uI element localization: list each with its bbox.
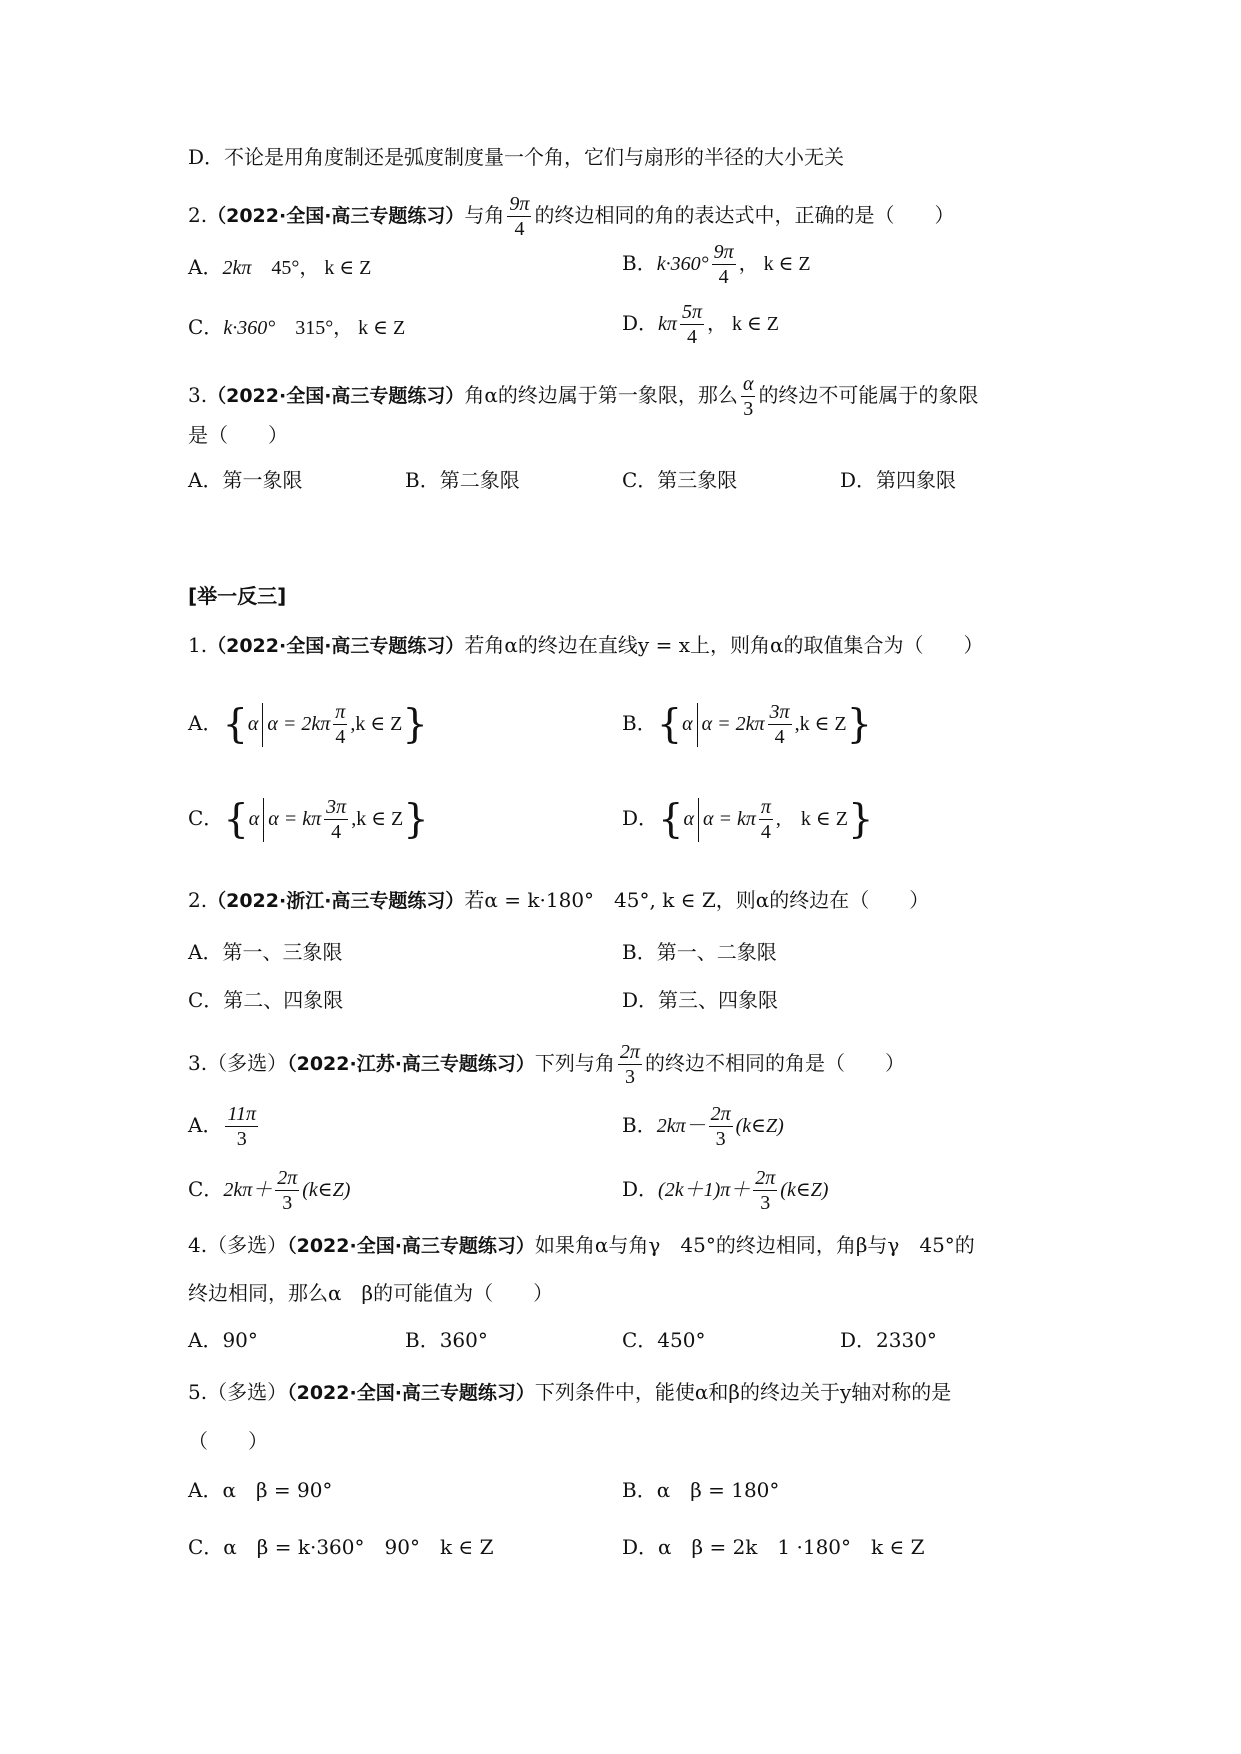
practice-4: 4.（多选）（2022·全国·高三专题练习）如果角α与角γ 45°的终边相同，角β与γ 45°的 (188, 1233, 975, 1257)
question-3: 3.（2022·全国·高三专题练习）角α的终边属于第一象限，那么 $\frac{\alpha}{3}$ 的终边不可能属于的象限 (188, 373, 979, 420)
question-number: 2. (188, 203, 208, 227)
q2-option-b: B．k·360° $\frac{9\pi}{4}$ ， k ∈ Z (622, 241, 811, 288)
p5-option-b: B．α β = 180° (622, 1478, 780, 1502)
p1-option-a: A．{α α = 2kπ $\frac{\pi}{4}$ ,k ∈ Z} (188, 701, 428, 748)
fraction: $\frac{9\pi}{4}$ (509, 193, 530, 240)
p4-option-d: D．2330° (840, 1328, 937, 1352)
practice-5-line2: （ ） (188, 1429, 268, 1453)
p4-option-b: B．360° (405, 1328, 488, 1352)
q3-option-a: A．第一象限 (188, 468, 303, 492)
q2-option-d: D．kπ $\frac{5\pi}{4}$ ， k ∈ Z (622, 301, 780, 348)
p5-option-a: A．α β = 90° (188, 1478, 333, 1502)
q3-option-b: B．第二象限 (405, 468, 520, 492)
practice-5: 5.（多选）（2022·全国·高三专题练习）下列条件中，能使α和β的终边关于y轴对称的是 (188, 1380, 952, 1404)
prev-option-d: D．不论是用角度制还是弧度制度量一个角，它们与扇形的半径的大小无关 (188, 145, 845, 169)
question-2 (188, 192, 954, 241)
p5-option-c: C．α β = k·360° 90° k ∈ Z (188, 1535, 494, 1559)
question-text-end: 的终边相同的角的表达式中，正确的是（ ） (534, 203, 955, 227)
p5-option-d: D．α β = 2k 1 ·180° k ∈ Z (622, 1535, 925, 1559)
p1-option-b: B．{α α = 2kπ $\frac{3\pi}{4}$ ,k ∈ Z} (622, 701, 873, 748)
practice-3: 3.（多选）（2022·江苏·高三专题练习）下列与角 $\frac{2\pi}{3}$ 的终边不相同的角是（ ） (188, 1041, 905, 1088)
fraction: $\frac{\alpha}{3}$ (742, 373, 754, 420)
q2-option-a: A．2kπ 45°， k ∈ Z (188, 255, 372, 279)
p2-option-d: D．第三、四象限 (622, 988, 779, 1012)
p4-option-a: A．90° (188, 1328, 258, 1352)
p3-option-b: B．2kπ－ $\frac{2\pi}{3}$ (k∈Z) (622, 1103, 784, 1150)
p1-option-d: D．{α α = kπ $\frac{\pi}{4}$ , k ∈ Z} (622, 796, 874, 843)
practice-4-line2: 终边相同，那么α β的可能值为（ ） (188, 1281, 554, 1305)
p3-option-c: C．2kπ＋ $\frac{2\pi}{3}$ (k∈Z) (188, 1167, 351, 1214)
question-source: （2022·全国·高三专题练习） (207, 205, 465, 227)
p2-option-c: C．第二、四象限 (188, 988, 344, 1012)
q2-option-c: C．k·360° 315°， k ∈ Z (188, 315, 406, 339)
q3-option-c: C．第三象限 (622, 468, 738, 492)
question-text: 与角 (464, 203, 505, 227)
question-3-line2: 是（ ） (188, 423, 288, 447)
p2-option-a: A．第一、三象限 (188, 940, 343, 964)
p2-option-b: B．第一、二象限 (622, 940, 777, 964)
p3-option-a: A． $\frac{11\pi}{3}$ (188, 1103, 256, 1150)
p4-option-c: C．450° (622, 1328, 706, 1352)
p1-option-c: C．{α α = kπ $\frac{3\pi}{4}$ ,k ∈ Z} (188, 796, 429, 843)
p3-option-d: D．(2k＋1)π＋ $\frac{2\pi}{3}$ (k∈Z) (622, 1167, 829, 1214)
section-heading: [举一反三] (188, 584, 287, 608)
practice-2: 2.（2022·浙江·高三专题练习）若α = k·180° 45°, k ∈ Z，则α的终边在（ ） (188, 888, 930, 912)
q3-option-d: D．第四象限 (840, 468, 957, 492)
practice-1: 1.（2022·全国·高三专题练习）若角α的终边在直线y = x上，则角α的取值集合为（ ） (188, 633, 984, 657)
